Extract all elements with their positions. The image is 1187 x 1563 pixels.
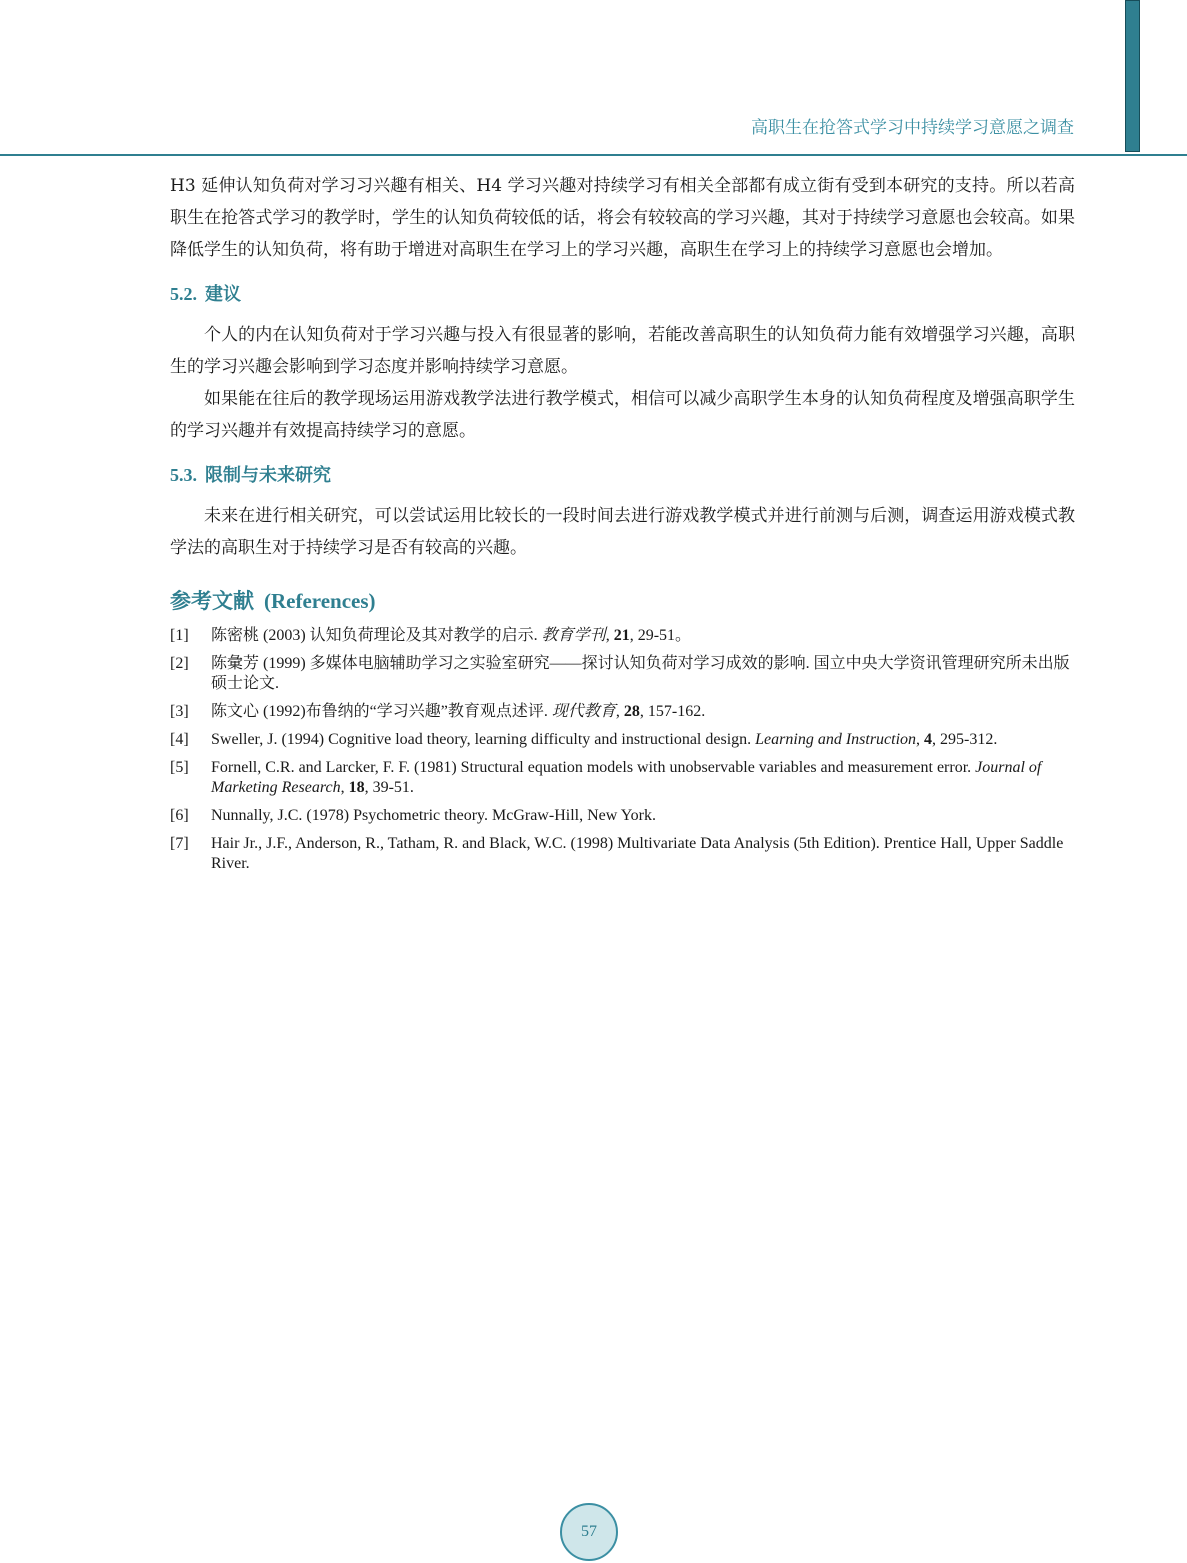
section-5-2-paragraph-2: 如果能在往后的教学现场运用游戏教学法进行教学模式，相信可以减少高职学生本身的认知负荷程度及增强高职学生的学习兴趣并有效提高持续学习的意愿。: [170, 389, 1075, 441]
reference-number: [1]: [170, 627, 189, 644]
volume: 4: [924, 731, 933, 748]
reference-text: 陈彙芳 (1999) 多媒体电脑辅助学习之实验室研究——探讨认知负荷对学习成效的影响. 国立中央大学资讯管理研究所未出版硕士论文.: [211, 655, 1070, 692]
section-title: 建议: [205, 284, 241, 305]
journal-name: 现代教育: [551, 703, 616, 720]
reference-item: [170, 834, 1075, 874]
reference-text: Sweller, J. (1994) Cognitive load theory, learning difficulty and instructional design. Learning and Instruction, 4, 295-312.: [211, 731, 998, 748]
reference-item: [170, 702, 1075, 722]
section-5-3-paragraph-1: 未来在进行相关研究，可以尝试运用比较长的一段时间去进行游戏教学模式并进行前测与后测，调查运用游戏模式教学法的高职生对于持续学习是否有较高的兴趣。: [170, 506, 1075, 558]
references-heading: [170, 586, 1075, 616]
page-content: [170, 170, 1075, 882]
journal-name: Learning and Instruction: [755, 731, 917, 748]
reference-number: [5]: [170, 759, 189, 776]
reference-text: Fornell, C.R. and Larcker, F. F. (1981) Structural equation models with unobservable variables and measurement error. Journal of Marketing Research, 18, 39-51.: [211, 759, 1042, 796]
reference-text: 陈文心 (1992)布鲁纳的“学习兴趣”教育观点述评. 现代教育, 28, 157-162.: [211, 703, 706, 720]
reference-item: [170, 654, 1075, 694]
reference-item: [170, 626, 1075, 646]
references-title-cn: 参考文献: [170, 589, 254, 613]
intro-paragraph: H3 延伸认知负荷对学习习兴趣有相关、H4 学习兴趣对持续学习有相关全部都有成立街有受到本研究的支持。所以若高职生在抢答式学习的教学时，学生的认知负荷较低的话，将会有较较高的学习兴趣，其对于持续学习意愿也会较高。如果降低学生的认知负荷，将有助于增进对高职生在学习上的学习兴趣，高职生在学习上的持续学习意愿也会增加。: [170, 176, 1075, 260]
reference-number: [4]: [170, 731, 189, 748]
journal-name: Journal of Marketing Research: [211, 759, 1042, 796]
reference-text: 陈密桃 (2003) 认知负荷理论及其对教学的启示. 教育学刊, 21, 29-51。: [211, 627, 692, 644]
volume: 21: [613, 627, 630, 644]
section-number: 5.2.: [170, 284, 197, 304]
volume: 18: [348, 779, 365, 796]
journal-name: 教育学刊: [541, 627, 606, 644]
section-5-2-paragraph-1: 个人的内在认知负荷对于学习兴趣与投入有很显著的影响，若能改善高职生的认知负荷力能有效增强学习兴趣，高职生的学习兴趣会影响到学习态度并影响持续学习意愿。: [170, 325, 1075, 377]
reference-text: Hair Jr., J.F., Anderson, R., Tatham, R. and Black, W.C. (1998) Multivariate Data Analysis (5th Edition). Prentice Hall, Upper Saddle River.: [211, 835, 1064, 872]
reference-text: Nunnally, J.C. (1978) Psychometric theory. McGraw-Hill, New York.: [211, 807, 656, 824]
reference-list: [170, 626, 1075, 874]
section-5-3-heading: [170, 461, 1075, 490]
section-title: 限制与未来研究: [205, 465, 331, 486]
reference-item: [170, 758, 1075, 798]
reference-number: [2]: [170, 655, 189, 672]
section-number: 5.3.: [170, 465, 197, 485]
reference-number: [7]: [170, 835, 189, 852]
running-title: 高职生在抢答式学习中持续学习意愿之调查: [751, 118, 1074, 138]
reference-number: [6]: [170, 807, 189, 824]
page-number-badge: 57: [560, 1503, 618, 1561]
header-accent-bar: [1125, 0, 1140, 152]
reference-item: [170, 806, 1075, 826]
section-5-2-heading: [170, 280, 1075, 309]
volume: 28: [623, 703, 640, 720]
reference-item: [170, 730, 1075, 750]
references-title-en: (References): [264, 589, 376, 613]
header-rule: [0, 154, 1187, 156]
reference-number: [3]: [170, 703, 189, 720]
